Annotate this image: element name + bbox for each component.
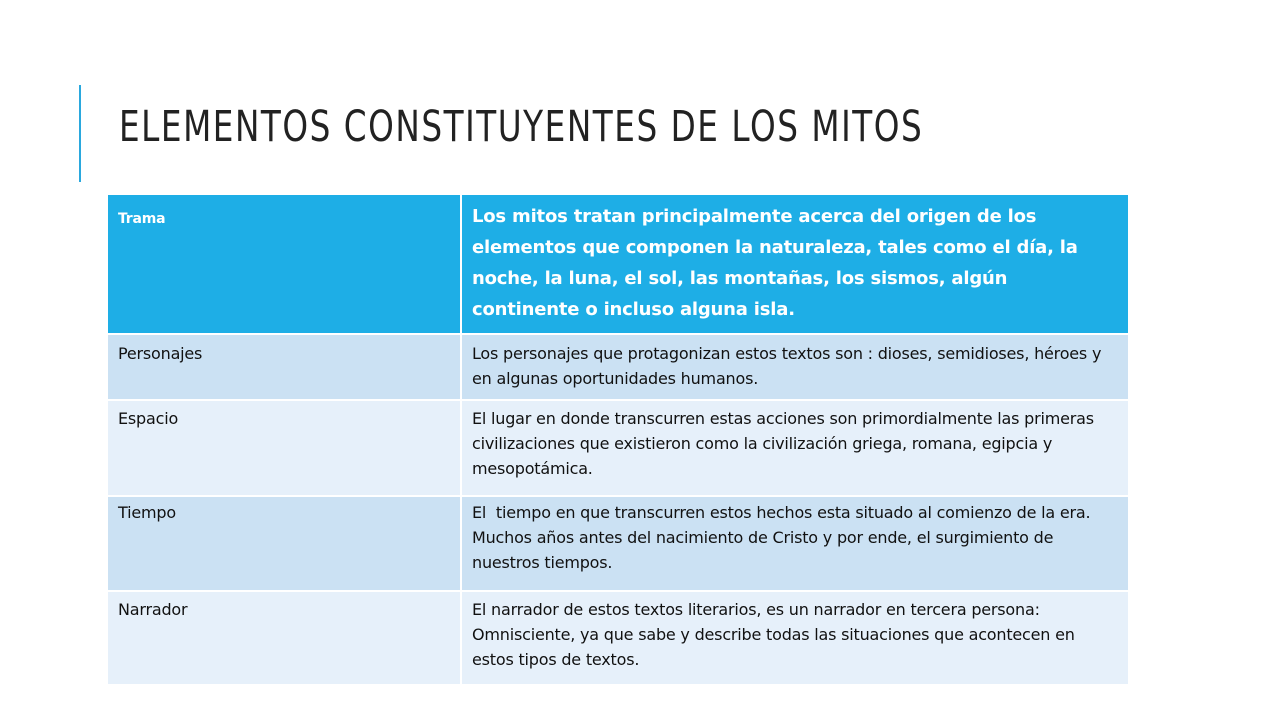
row-text-tiempo: El tiempo en que transcurren estos hechos esta situado al comienzo de la era. Muchos años antes del nacimiento de Cristo y por ende, el surgimiento de nuestros tiempos. <box>461 496 1128 591</box>
table-row-personajes <box>108 334 1128 400</box>
row-label-personajes: Personajes <box>108 334 461 400</box>
slide-title: ELEMENTOS CONSTITUYENTES DE LOS MITOS <box>119 102 924 152</box>
row-text-espacio: El lugar en donde transcurren estas acciones son primordialmente las primeras civilizaciones que existieron como la civilización griega, romana, egipcia y mesopotámica. <box>461 400 1128 496</box>
row-text-personajes: Los personajes que protagonizan estos textos son : dioses, semidioses, héroes y en algunas oportunidades humanos. <box>461 334 1128 400</box>
myth-elements-table <box>108 195 1128 686</box>
title-accent-bar <box>79 85 81 182</box>
table-row-narrador <box>108 591 1128 685</box>
row-label-espacio: Espacio <box>108 400 461 496</box>
table-row-trama <box>108 195 1128 334</box>
row-label-tiempo: Tiempo <box>108 496 461 591</box>
row-label-narrador: Narrador <box>108 591 461 685</box>
row-text-narrador: El narrador de estos textos literarios, es un narrador en tercera persona: Omnisciente, ya que sabe y describe todas las situaciones que acontecen en estos tipos de textos. <box>461 591 1128 685</box>
row-text-trama: Los mitos tratan principalmente acerca del origen de los elementos que componen la naturaleza, tales como el día, la noche, la luna, el sol, las montañas, los sismos, algún continente o incluso alguna isla. <box>461 195 1128 334</box>
table-row-espacio <box>108 400 1128 496</box>
row-label-trama: Trama <box>108 195 461 334</box>
table-row-tiempo <box>108 496 1128 591</box>
